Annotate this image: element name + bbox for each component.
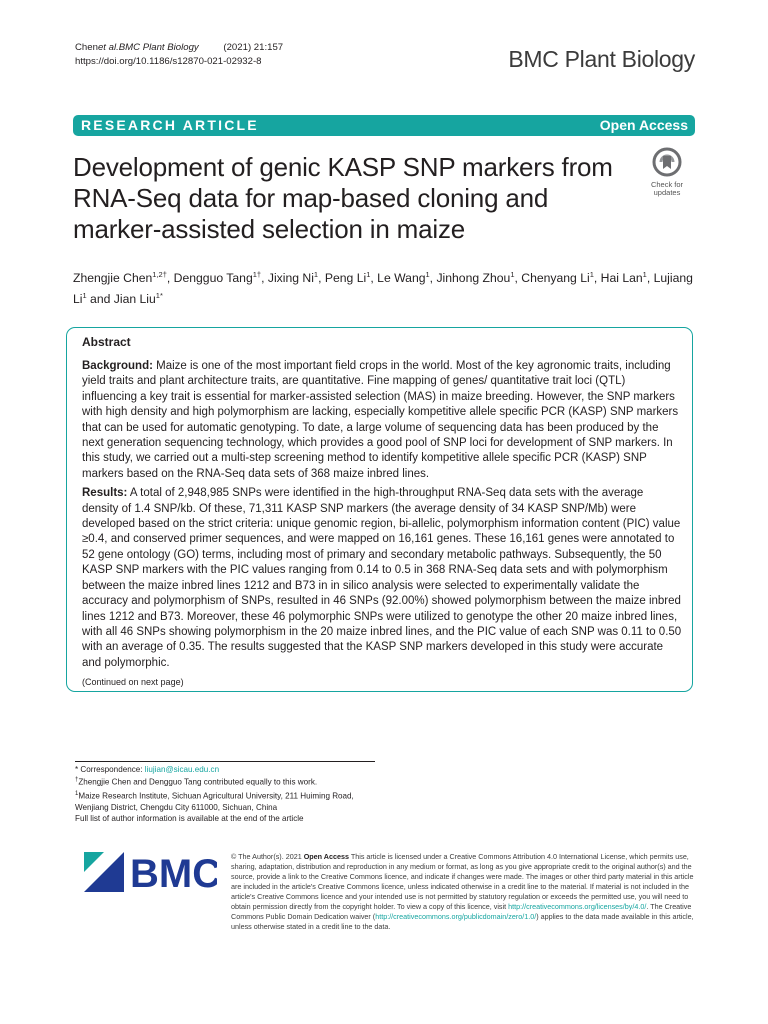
author-name: Jian Liu bbox=[113, 292, 156, 307]
abstract-results bbox=[82, 486, 682, 671]
author-affiliation-marker: 1 bbox=[510, 270, 515, 279]
author-name: Dengguo Tang bbox=[173, 271, 253, 286]
bmc-logo-text: BMC bbox=[130, 852, 217, 894]
author-affiliation-marker: 1 bbox=[366, 270, 371, 279]
author-affiliation-marker: 1† bbox=[252, 270, 262, 279]
article-title: Development of genic KASP SNP markers from RNA-Seq data for map-based cloning and marker-assisted selection in maize bbox=[73, 152, 613, 244]
abstract-body bbox=[82, 359, 682, 691]
author-item[interactable] bbox=[377, 271, 430, 285]
check-for-updates-icon bbox=[652, 147, 682, 179]
author-affiliation-marker: 1 bbox=[425, 270, 430, 279]
correspondence-label: * Correspondence: bbox=[75, 765, 145, 774]
author-name: Hai Lan bbox=[600, 271, 643, 286]
affiliation-line2: Wenjiang District, Chengdu City 611000, Sichuan, China bbox=[75, 802, 278, 812]
footnotes bbox=[75, 764, 405, 824]
correspondence-email-link[interactable]: liujian@sicau.edu.cn bbox=[144, 765, 220, 774]
continued-note: (Continued on next page) bbox=[82, 677, 184, 688]
citation-doi[interactable]: https://doi.org/10.1186/s12870-021-02932-8 bbox=[75, 56, 262, 67]
author-list: Zhengjie Chen$^{1,2\dagger}$, Dengguo Tang$^{1\dagger}$, Jixing Ni$^1$, Peng Li$^1$, Le Wang$^1$, Jinhong Zhou$^1$, Chenyang Li$^1$, Hai Lan$^1$, Lujiang Li$^1$ and Jian Liu$^{1*}$ bbox=[73, 270, 693, 307]
author-affiliation-marker: 1 bbox=[589, 270, 594, 279]
author-item[interactable] bbox=[521, 271, 594, 285]
author-item[interactable] bbox=[325, 271, 371, 285]
author-name: Zhengjie Chen bbox=[73, 271, 153, 286]
cc-by-license-link[interactable]: http://creativecommons.org/licenses/by/4.0/ bbox=[508, 902, 647, 911]
equal-contribution-note: †Zhengjie Chen and Dengguo Tang contributed equally to this work. bbox=[75, 777, 318, 788]
author-item[interactable] bbox=[174, 271, 261, 285]
citation-journal: BMC Plant Biology bbox=[118, 42, 199, 53]
check-for-updates-badge[interactable] bbox=[641, 147, 693, 202]
updates-line2: updates bbox=[653, 188, 681, 197]
bmc-logo bbox=[82, 850, 217, 894]
author-name: Jinhong Zhou bbox=[436, 271, 511, 286]
bmc-logo-icon bbox=[82, 850, 217, 894]
open-access-label: Open Access bbox=[599, 117, 688, 133]
license-statement: © The Author(s). 2021 Open Access This article is licensed under a Creative Commons Attribution 4.0 International License, which permits use, sharing, adaptation, distribution and reproduction in any medium or format, as long as you give appropriate credit to the original author(s) and the source, provide a link to the Creative Commons licence, and indicate if changes were made. The images or other third party material in this article are included in the article's Creative Commons licence, unless indicated otherwise in a credit line to the material. If material is not included in the article's Creative Commons licence and your intended use is not permitted by statutory regulation or exceeds the permitted use, you will need to obtain permission directly from the copyright holder. To view a copy of this licence, visit http://creativecommons.org/licenses/by/4.0/. The Creative Commons Public Domain Dedication waiver (http://creativecommons.org/publicdomain/zero/1.0/) applies to the data made available in this article, unless otherwise stated in a credit line to the data. bbox=[231, 852, 694, 931]
author-affiliation-marker: 1* bbox=[155, 291, 163, 301]
author-item[interactable] bbox=[73, 271, 167, 285]
author-item[interactable] bbox=[268, 271, 318, 285]
correspondence-line bbox=[75, 764, 405, 775]
author-affiliation-marker: 1 bbox=[82, 291, 87, 301]
author-item[interactable] bbox=[601, 271, 647, 285]
citation-etal: et al. bbox=[97, 42, 119, 53]
journal-name: BMC Plant Biology bbox=[508, 46, 695, 72]
author-affiliation-marker: 1 bbox=[313, 270, 319, 279]
author-affiliation-marker: 1 bbox=[642, 270, 647, 279]
author-name: Peng Li bbox=[324, 271, 367, 286]
affiliation-line1: $^1$Maize Research Institute, Sichuan Agricultural University, 211 Huiming Road, bbox=[75, 790, 354, 801]
abstract-background bbox=[82, 359, 682, 482]
author-name: Chenyang Li bbox=[521, 271, 590, 286]
full-author-info-note: Full list of author information is available at the end of the article bbox=[75, 814, 304, 823]
background-label: Background: bbox=[82, 360, 153, 372]
author-item[interactable] bbox=[114, 292, 163, 306]
footnote-divider bbox=[75, 761, 375, 762]
citation-author: Chen bbox=[75, 42, 98, 53]
abstract-heading: Abstract bbox=[82, 335, 131, 349]
citation-year-volume: (2021) 21:157 bbox=[223, 42, 284, 53]
results-text: A total of 2,948,985 SNPs were identified in the high-throughput RNA-Seq data sets with the average density of 1.4 SNP/kb. Of these, 71,311 KASP SNP markers (the average density of 34 KASP SNP/Mb) were developed based on the strict criteria: unique genomic region, bi-allelic, polymorphism information content (PIC) value ≥0.4, and conserved primer sequences, and were mapped on 16,161 genes. These 16,161 genes were annotated to 52 gene ontology (GO) terms, including most of primary and secondary metabolic pathways. Subsequently, the 50 KASP SNP markers with the PIC values ranging from 0.14 to 0.5 in 368 RNA-Seq data sets and with polymorphism between the maize inbred lines 1212 and B73 in in silico analysis were selected to experimentally validate the accuracy and polymorphism of SNPs, resulted in 46 SNPs (92.00%) showed polymorphism between the maize inbred lines 1212 and B73. Moreover, these 46 polymorphic SNPs were utilized to genotype the other 20 maize inbred lines, with all 46 SNPs showing polymorphism in the 20 maize inbred lines, and the PIC value of each SNP was 0.11 to 0.50 with an average of 0.35. The results suggested that the KASP SNP markers developed in this study were accurate and polymorphic. bbox=[82, 487, 682, 669]
cc-zero-waiver-link[interactable]: http://creativecommons.org/publicdomain/zero/1.0/ bbox=[375, 912, 537, 921]
author-affiliation-marker: 1,2† bbox=[152, 270, 167, 279]
background-text: Maize is one of the most important field crops in the world. Most of the key agronomic traits, including yield traits and plant architecture traits, are quantitative. Fine mapping of genes/ quantitative trait loci (QTL) influencing a key trait is essential for marker-assisted selection (MAS) in maize breeding. However, the SNP markers with high density and high polymorphism are lacking, especially kompetitive allele specific PCR (KASP) SNP markers that can be used for automatic genotyping. To date, a large volume of sequencing data has been produced by the next generation sequencing technology, which provides a good pool of SNP loci for development of SNP markers. In this study, we carried out a multi-step screening method to identify kompetitive allele specific PCR (KASP) SNP markers based on the RNA-Seq data sets of 368 maize inbred lines. bbox=[82, 360, 679, 480]
results-label: Results: bbox=[82, 487, 128, 500]
citation-header bbox=[75, 41, 283, 69]
abstract-box bbox=[66, 327, 693, 692]
article-type-banner bbox=[73, 115, 695, 136]
author-name: Jixing Ni bbox=[267, 271, 314, 286]
author-name: Lujiang Li bbox=[73, 271, 693, 307]
updates-line1: Check for bbox=[650, 180, 684, 189]
article-type-label: RESEARCH ARTICLE bbox=[81, 117, 259, 133]
author-item[interactable] bbox=[436, 271, 514, 285]
license-open-access-label: Open Access bbox=[303, 852, 349, 861]
author-name: Le Wang bbox=[377, 271, 426, 286]
